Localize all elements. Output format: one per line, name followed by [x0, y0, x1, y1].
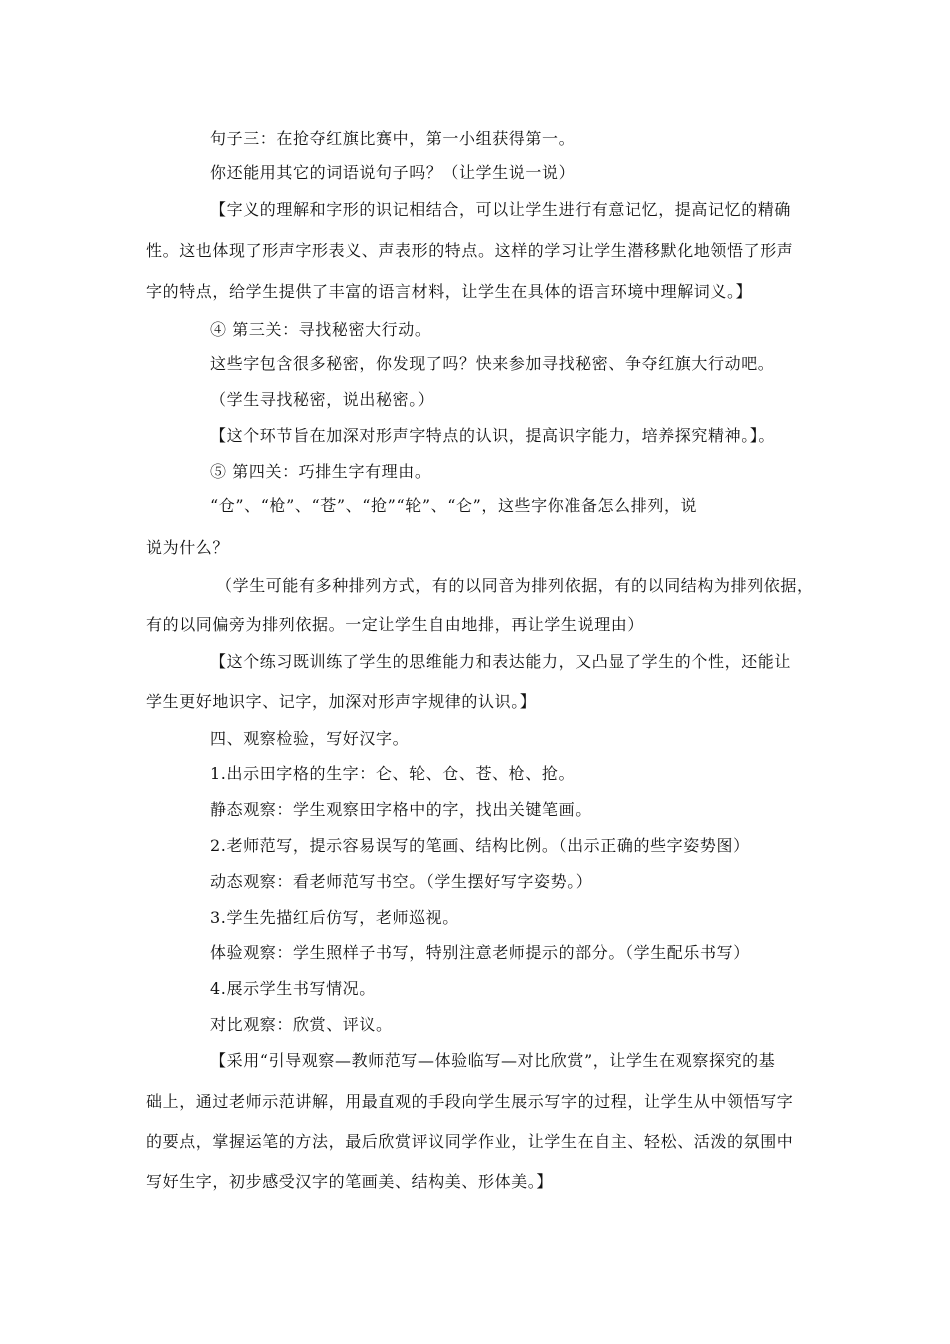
text-line: 2.老师范写，提示容易误写的笔画、结构比例。（出示正确的些字姿势图）: [210, 836, 750, 855]
text-line: 有的以同偏旁为排列依据。一定让学生自由地排，再让学生说理由）: [146, 615, 645, 634]
text-line: 【这个练习既训练了学生的思维能力和表达能力，又凸显了学生的个性，还能让: [210, 652, 792, 671]
text-line: 3.学生先描红后仿写，老师巡视。: [210, 908, 459, 927]
text-line: 体验观察：学生照样子书写，特别注意老师提示的部分。（学生配乐书写）: [210, 943, 750, 962]
text-line: 这些字包含很多秘密，你发现了吗？快来参加寻找秘密、争夺红旗大行动吧。: [210, 354, 775, 373]
text-line: ⑤ 第四关：巧排生字有理由。: [210, 462, 432, 481]
text-line: ④ 第三关：寻找秘密大行动。: [210, 320, 432, 339]
text-line: 静态观察：学生观察田字格中的字，找出关键笔画。: [210, 800, 592, 819]
text-line: 性。这也体现了形声字形表义、声表形的特点。这样的学习让学生潜移默化地领悟了形声: [146, 241, 794, 260]
text-line: 说为什么？: [146, 538, 230, 557]
text-line: 【字义的理解和字形的识记相结合，可以让学生进行有意记忆，提高记忆的精确: [210, 200, 792, 219]
text-line: 【采用“引导观察—教师范写—体验临写—对比欣赏”，让学生在观察探究的基: [210, 1051, 776, 1070]
text-line: 【这个环节旨在加深对形声字特点的认识，提高识字能力，培养探究精神。】。: [210, 426, 776, 445]
text-line: （学生寻找秘密，说出秘密。）: [210, 390, 435, 409]
text-line: 1.出示田字格的生字：仑、轮、仓、苍、枪、抢。: [210, 764, 576, 783]
text-line: 写好生字，初步感受汉字的笔画美、结构美、形体美。】: [146, 1172, 554, 1191]
text-line: 础上，通过老师示范讲解，用最直观的手段向学生展示写字的过程，让学生从中领悟写字: [146, 1092, 794, 1111]
text-line: （学生可能有多种排列方式，有的以同音为排列依据，有的以同结构为排列依据，: [216, 576, 814, 595]
text-line: 4.展示学生书写情况。: [210, 979, 376, 998]
text-line: 对比观察：欣赏、评议。: [210, 1015, 393, 1034]
text-line: 字的特点，给学生提供了丰富的语言材料，让学生在具体的语言环境中理解词义。】: [146, 282, 753, 301]
text-line: 学生更好地识字、记字，加深对形声字规律的认识。】: [146, 692, 537, 711]
text-line: “仓”、“枪”、“苍”、“抢”“轮”、“仑”，这些字你准备怎么排列，说: [210, 496, 698, 515]
text-line: 四、观察检验，写好汉字。: [210, 729, 410, 748]
text-line: 的要点，掌握运笔的方法，最后欣赏评议同学作业，让学生在自主、轻松、活泼的氛围中: [146, 1132, 794, 1151]
text-line: 句子三：在抢夺红旗比赛中，第一小组获得第一。: [210, 129, 576, 148]
text-line: 你还能用其它的词语说句子吗？（让学生说一说）: [210, 163, 576, 182]
text-line: 动态观察：看老师范写书空。（学生摆好写字姿势。）: [210, 872, 593, 891]
